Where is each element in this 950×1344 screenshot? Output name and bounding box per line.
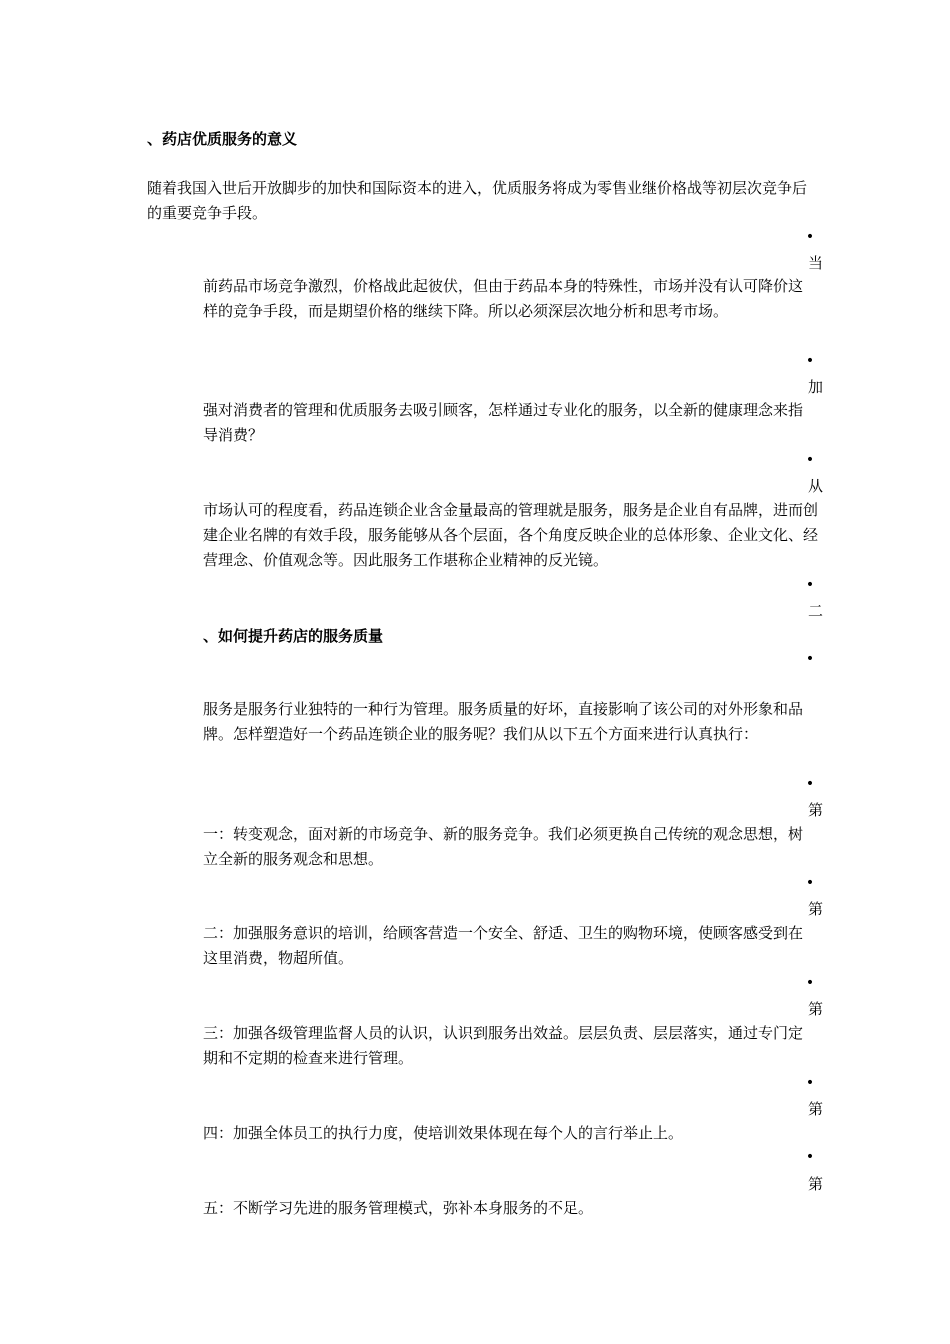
bullet-icon: • bbox=[805, 452, 815, 468]
item-paragraph: 三：加强各级管理监督人员的认识，认识到服务出效益。层层负责、层层落实，通过专门定期和不定期的检查来进行管理。 bbox=[203, 1024, 804, 1067]
item-paragraph: 强对消费者的管理和优质服务去吸引顾客，怎样通过专业化的服务，以全新的健康理念来指导消费？ bbox=[203, 401, 804, 444]
item-paragraph: 市场认可的程度看，药品连锁企业含金量最高的管理就是服务，服务是企业自有品牌，进而创建企业名牌的有效手段，服务能够从各个层面，各个角度反映企业的总体形象、企业文化、经营理念、价值观念等。因此服务工作堪称企业精神的反光镜。 bbox=[203, 501, 819, 569]
bullet-icon: • bbox=[805, 577, 815, 593]
item-lead-char: 当 bbox=[808, 254, 824, 272]
item-lead-char: 第 bbox=[808, 801, 824, 819]
bullet-icon: • bbox=[805, 776, 815, 792]
item-lead-char: 第 bbox=[808, 1175, 824, 1193]
bullet-icon: • bbox=[805, 651, 815, 667]
service-paragraph: 服务是服务行业独特的一种行为管理。服务质量的好坏，直接影响了该公司的对外形象和品牌。怎样塑造好一个药品连锁企业的服务呢？我们从以下五个方面来进行认真执行： bbox=[203, 700, 804, 743]
bullet-icon: • bbox=[805, 975, 815, 991]
item-lead-char: 第 bbox=[808, 900, 824, 918]
intro-paragraph: 随着我国入世后开放脚步的加快和国际资本的进入，优质服务将成为零售业继价格战等初层次竞争后的重要竞争手段。 bbox=[147, 179, 808, 222]
item-paragraph: 五：不断学习先进的服务管理模式，弥补本身服务的不足。 bbox=[203, 1199, 594, 1217]
section-heading-2: 、如何提升药店的服务质量 bbox=[203, 627, 384, 645]
item-lead-char: 二 bbox=[808, 602, 824, 620]
bullet-icon: • bbox=[805, 1149, 815, 1165]
item-paragraph: 四：加强全体员工的执行力度，使培训效果体现在每个人的言行举止上。 bbox=[203, 1124, 684, 1142]
item-lead-char: 加 bbox=[808, 378, 824, 396]
bullet-icon: • bbox=[805, 353, 815, 369]
bullet-icon: • bbox=[805, 875, 815, 891]
bullet-icon: • bbox=[805, 229, 815, 245]
bullet-icon: • bbox=[805, 1075, 815, 1091]
item-paragraph: 二：加强服务意识的培训，给顾客营造一个安全、舒适、卫生的购物环境，使顾客感受到在这里消费，物超所值。 bbox=[203, 924, 804, 967]
item-paragraph: 前药品市场竞争激烈，价格战此起彼伏，但由于药品本身的特殊性，市场并没有认可降价这样的竞争手段，而是期望价格的继续下降。所以必须深层次地分析和思考市场。 bbox=[203, 277, 804, 320]
item-lead-char: 第 bbox=[808, 1100, 824, 1118]
item-paragraph: 一：转变观念，面对新的市场竞争、新的服务竞争。我们必须更换自己传统的观念思想，树立全新的服务观念和思想。 bbox=[203, 825, 804, 868]
item-lead-char: 第 bbox=[808, 1000, 824, 1018]
section-heading-1: 、药店优质服务的意义 bbox=[147, 130, 298, 148]
item-lead-char: 从 bbox=[808, 477, 824, 495]
